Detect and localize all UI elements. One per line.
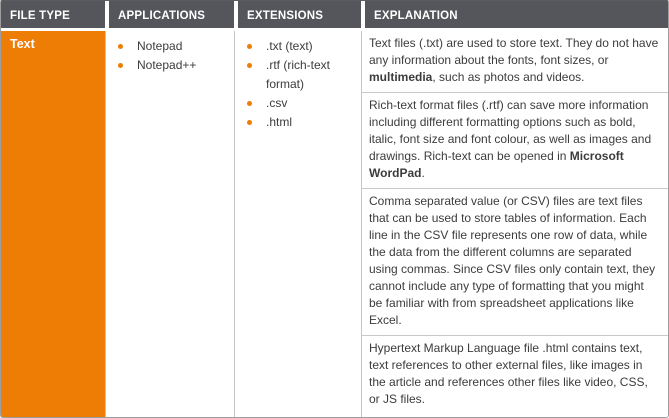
application-name: Notepad	[137, 39, 183, 53]
table-header-row	[1, 1, 668, 31]
cell-extensions	[234, 31, 361, 417]
explanation-paragraph	[362, 188, 668, 335]
list-item	[106, 56, 234, 75]
column-header-applications: APPLICATIONS	[105, 1, 234, 28]
list-item	[235, 56, 361, 94]
column-header-file-type: FILE TYPE	[1, 1, 105, 28]
cell-applications	[105, 31, 234, 417]
explanation-paragraph	[362, 31, 668, 92]
table-body-row	[1, 31, 668, 417]
list-item	[235, 37, 361, 56]
paragraph-text: Text files (.txt) are used to store text. They do not have any information about the fonts, font sizes, or	[369, 36, 659, 67]
extension-name: .csv	[266, 96, 288, 110]
column-header-extensions: EXTENSIONS	[234, 1, 361, 28]
application-name: Notepad++	[137, 58, 197, 72]
file-type-label: Text	[10, 37, 35, 51]
extension-name: .rtf (rich-text format)	[266, 58, 331, 91]
extension-name: .html	[266, 115, 293, 129]
list-item	[106, 37, 234, 56]
cell-explanation	[361, 31, 668, 417]
extension-name: .txt (text)	[266, 39, 313, 53]
list-item	[235, 113, 361, 132]
bullet-icon	[247, 120, 252, 125]
paragraph-text: Comma separated value (or CSV) files are text files that can be used to store tables of information. Each line in the CSV file represents one row of data, while the data from the different columns are separated using commas. Since CSV files only contain text, they cannot include any type of formatting that you might be familiar with from spreadsheet applications like Excel.	[369, 194, 656, 327]
applications-list	[106, 37, 234, 75]
paragraph-text: Rich-text format files (.rtf) can save more information including different formatting options such as bold, italic, font size and font colour, as well as images and drawings. Rich-text can be opened in	[369, 98, 652, 163]
paragraph-bold-text: Microsoft WordPad	[369, 149, 624, 180]
bullet-icon	[247, 63, 252, 68]
bullet-icon	[247, 44, 252, 49]
bullet-icon	[118, 44, 123, 49]
paragraph-text: Hypertext Markup Language file .html contains text, text references to other external files, like images in the article and references other files like video, CSS, or JS files.	[369, 341, 648, 406]
column-header-explanation: EXPLANATION	[361, 1, 668, 28]
bullet-icon	[118, 63, 123, 68]
paragraph-text: .	[421, 166, 425, 180]
paragraph-text: , such as photos and videos.	[432, 70, 585, 84]
paragraph-bold-text: multimedia	[369, 70, 433, 84]
cell-file-type	[1, 31, 105, 417]
bullet-icon	[247, 101, 252, 106]
extensions-list	[235, 37, 361, 132]
explanation-paragraph	[362, 335, 668, 414]
explanation-paragraph	[362, 92, 668, 188]
list-item	[235, 94, 361, 113]
